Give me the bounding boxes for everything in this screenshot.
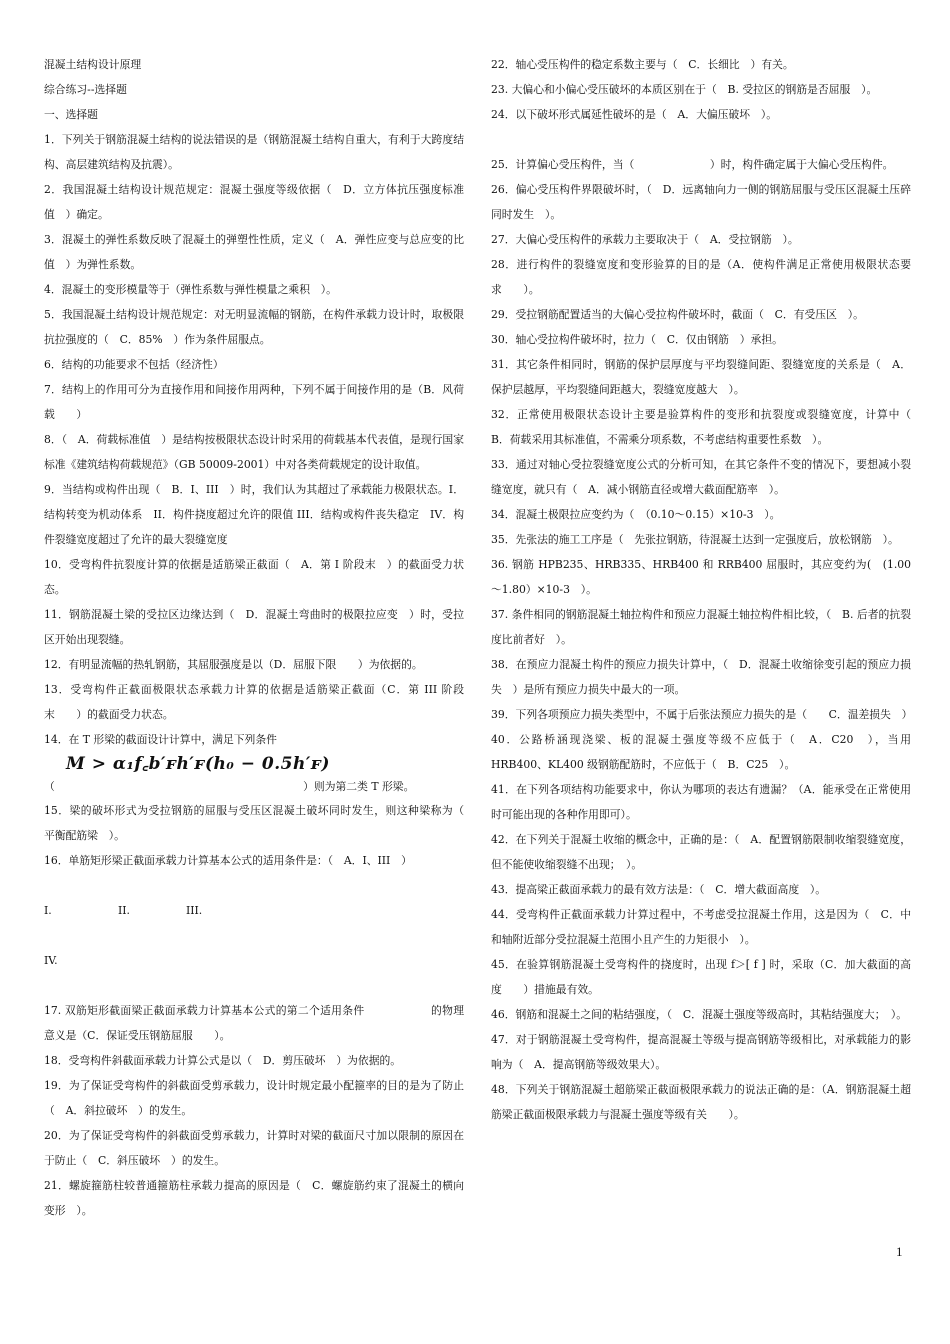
question-28: 28．进行构件的裂缝宽度和变形验算的目的是（A．使构件满足正常使用极限状态要求 ）。 [491, 258, 911, 296]
question-30: 30．轴心受拉构件破坏时，拉力（ C．仅由钢筋 ）承担。 [491, 333, 783, 346]
question-22: 22．轴心受压构件的稳定系数主要与（ C．长细比 ）有关。 [491, 58, 794, 71]
question-23: 23. 大偏心和小偏心受压破坏的本质区别在于（ B. 受拉区的钢筋是否屈服 ）。 [491, 83, 878, 96]
question-3: 3．混凝土的弹性系数反映了混凝土的弹塑性性质，定义（ A．弹性应变与总应变的比值 ）为弹性系数。 [44, 233, 464, 271]
question-27: 27．大偏心受压构件的承载力主要取决于（ A．受拉钢筋 ）。 [491, 233, 799, 246]
question-25: 25．计算偏心受压构件，当（ ）时，构件确定属于大偏心受压构件。 [491, 158, 894, 171]
question-48: 48．下列关于钢筋混凝土超筋梁正截面极限承载力的说法正确的是：（A．钢筋混凝土超筋梁正截面极限承载力与混凝土强度等级有关 ）。 [491, 1083, 911, 1121]
question-12: 12．有明显流幅的热轧钢筋，其屈服强度是以（D．屈服下限 ）为依据的。 [44, 658, 423, 671]
question-47: 47．对于钢筋混凝土受弯构件，提高混凝土等级与提高钢筋等级相比，对承载能力的影响为（ A．提高钢筋等级效果大）。 [491, 1033, 911, 1071]
question-9: 9．当结构或构件出现（ B．I、III ）时，我们认为其超过了承载能力极限状态。I．结构转变为机动体系 II．构件挠度超过允许的限值 III．结构或构件丧失稳定 IV．构件裂缝宽度超过了允许的最大裂缝宽度 [44, 483, 464, 546]
question-16: 16．单筋矩形梁正截面承载力计算基本公式的适用条件是：（ A．I、III ） [44, 854, 412, 867]
question-4: 4．混凝土的变形模量等于（弹性系数与弹性模量之乘积 ）。 [44, 283, 337, 296]
question-43: 43．提高梁正截面承载力的最有效方法是：（ C．增大截面高度 ）。 [491, 883, 827, 896]
question-26: 26．偏心受压构件界限破坏时，（ D．远离轴向力一侧的钢筋屈服与受压区混凝土压碎同时发生 ）。 [491, 183, 911, 221]
question-46: 46．钢筋和混凝土之间的粘结强度，（ C．混凝土强度等级高时，其粘结强度大； ）。 [491, 1008, 908, 1021]
section-heading: 一、选择题 [44, 108, 98, 121]
question-29: 29．受拉钢筋配置适当的大偏心受拉构件破坏时，截面（ C．有受压区 ）。 [491, 308, 864, 321]
question-11: 11．钢筋混凝土梁的受拉区边缘达到（ D．混凝土弯曲时的极限拉应变 ）时，受拉区开始出现裂缝。 [44, 608, 464, 646]
question-24: 24．以下破坏形式属延性破坏的是（ A．大偏压破坏 ）。 [491, 108, 778, 121]
document-title: 混凝土结构设计原理 [44, 58, 142, 71]
spacer [44, 873, 464, 898]
question-44: 44．受弯构件正截面承载力计算过程中，不考虑受拉混凝土作用，这是因为（ C．中和轴附近部分受拉混凝土范围小且产生的力矩很小 ）。 [491, 908, 911, 946]
question-14-formula-row [44, 752, 464, 798]
question-40: 40．公路桥涵现浇梁、板的混凝土强度等级不应低于（ A．C20 ），当用 HRB400、KL400 级钢筋配筋时，不应低于（ B．C25 ）。 [491, 733, 911, 771]
question-34: 34．混凝土极限拉应变约为（ （0.10～0.15）×10-3 ）。 [491, 508, 781, 521]
question-21: 21．螺旋箍筋柱较普通箍筋柱承载力提高的原因是（ C．螺旋筋约束了混凝土的横向变形 ）。 [44, 1179, 464, 1217]
spacer [44, 973, 464, 998]
question-32: 32．正常使用极限状态设计主要是验算构件的变形和抗裂度或裂缝宽度，计算中（ B．荷载采用其标准值，不需乘分项系数，不考虑结构重要性系数 ）。 [491, 408, 922, 446]
question-7: 7．结构上的作用可分为直接作用和间接作用两种，下列不属于间接作用的是（B．风荷载 ） [44, 383, 464, 421]
question-19: 19．为了保证受弯构件的斜截面受剪承载力，设计时规定最小配箍率的目的是为了防止（ A．斜拉破坏 ）的发生。 [44, 1079, 464, 1117]
condition-iii: III. [186, 904, 203, 917]
question-36: 36. 钢筋 HPB235、HRB335、HRB400 和 RRB400 屈服时，其应变约为( (1.00～1.80）×10-3 ）。 [491, 558, 911, 596]
question-35: 35．先张法的施工工序是（ 先张拉钢筋，待混凝土达到一定强度后，放松钢筋 ）。 [491, 533, 899, 546]
question-42: 42．在下列关于混凝土收缩的概念中，正确的是：（ A．配置钢筋限制收缩裂缝宽度，但不能使收缩裂缝不出现； ）。 [491, 833, 911, 871]
question-14-tail: （ ）则为第二类 T 形梁。 [44, 780, 415, 793]
question-45: 45．在验算钢筋混凝土受弯构件的挠度时，出现 f＞[ f ] 时，采取（C．加大截面的高度 ）措施最有效。 [491, 958, 911, 996]
question-20: 20．为了保证受弯构件的斜截面受剪承载力，计算时对梁的截面尺寸加以限制的原因在于防止（ C．斜压破坏 ）的发生。 [44, 1129, 464, 1167]
question-10: 10．受弯构件抗裂度计算的依据是适筋梁正截面（ A．第 I 阶段末 ）的截面受力状态。 [44, 558, 464, 596]
question-39: 39．下列各项预应力损失类型中，不属于后张法预应力损失的是（ C．温差损失 ） [491, 708, 913, 721]
question-38: 38．在预应力混凝土构件的预应力损失计算中，（ D．混凝土收缩徐变引起的预应力损失 ）是所有预应力损失中最大的一项。 [491, 658, 911, 696]
spacer [44, 923, 464, 948]
question-15: 15．梁的破坏形式为受拉钢筋的屈服与受压区混凝土破坏同时发生，则这种梁称为（ 平衡配筋梁 ）。 [44, 804, 475, 842]
question-16-conditions [44, 898, 464, 923]
question-5: 5．我国混凝土结构设计规范规定：对无明显流幅的钢筋，在构件承载力设计时，取极限抗拉强度的（ C．85% ）作为条件屈服点。 [44, 308, 464, 346]
question-17: 17. 双筋矩形截面梁正截面承载力计算基本公式的第二个适用条件 的物理意义是（C．保证受压钢筋屈服 ）。 [44, 1004, 464, 1042]
question-8: 8．（ A．荷载标准值 ）是结构按极限状态设计时采用的荷载基本代表值，是现行国家标准《建筑结构荷载规范》（GB 50009-2001）中对各类荷载规定的设计取值。 [44, 433, 464, 471]
condition-i: I. [44, 904, 52, 917]
left-column [44, 52, 475, 1223]
question-18: 18．受弯构件斜截面承载力计算公式是以（ D．剪压破坏 ）为依据的。 [44, 1054, 402, 1067]
spacer [491, 127, 911, 152]
right-column [491, 52, 922, 1127]
question-6: 6．结构的功能要求不包括（经济性） [44, 358, 224, 371]
question-14: 14．在 T 形梁的截面设计计算中，满足下列条件 [44, 733, 277, 746]
question-33: 33．通过对轴心受拉裂缝宽度公式的分析可知，在其它条件不变的情况下，要想减小裂缝宽度，就只有（ A．减小钢筋直径或增大截面配筋率 ）。 [491, 458, 911, 496]
t-beam-formula: M > α₁f꜀b′ꜰh′ꜰ(h₀ − 0.5h′ꜰ) [66, 754, 330, 774]
question-31: 31．其它条件相同时，钢筋的保护层厚度与平均裂缝间距、裂缝宽度的关系是（ A．保护层越厚，平均裂缝间距越大，裂缝宽度越大 ）。 [491, 358, 911, 396]
question-13: 13．受弯构件正截面极限状态承载力计算的依据是适筋梁正截面（C．第 III 阶段末 ）的截面受力状态。 [44, 683, 464, 721]
document-subtitle: 综合练习--选择题 [44, 83, 127, 96]
condition-iv: IV. [44, 954, 58, 967]
condition-ii: II. [118, 904, 130, 917]
page-number: 1 [896, 1244, 903, 1259]
question-41: 41．在下列各项结构功能要求中，你认为哪项的表达有遗漏？（A．能承受在正常使用时可能出现的各种作用即可）。 [491, 783, 911, 821]
question-2: 2．我国混凝土结构设计规范规定：混凝土强度等级依据（ D．立方体抗压强度标准值 ）确定。 [44, 183, 464, 221]
question-37: 37. 条件相同的钢筋混凝土轴拉构件和预应力混凝土轴拉构件相比较，（ B. 后者的抗裂度比前者好 ）。 [491, 608, 911, 646]
question-1: 1．下列关于钢筋混凝土结构的说法错误的是（钢筋混凝土结构自重大，有利于大跨度结构、高层建筑结构及抗震）。 [44, 133, 464, 171]
